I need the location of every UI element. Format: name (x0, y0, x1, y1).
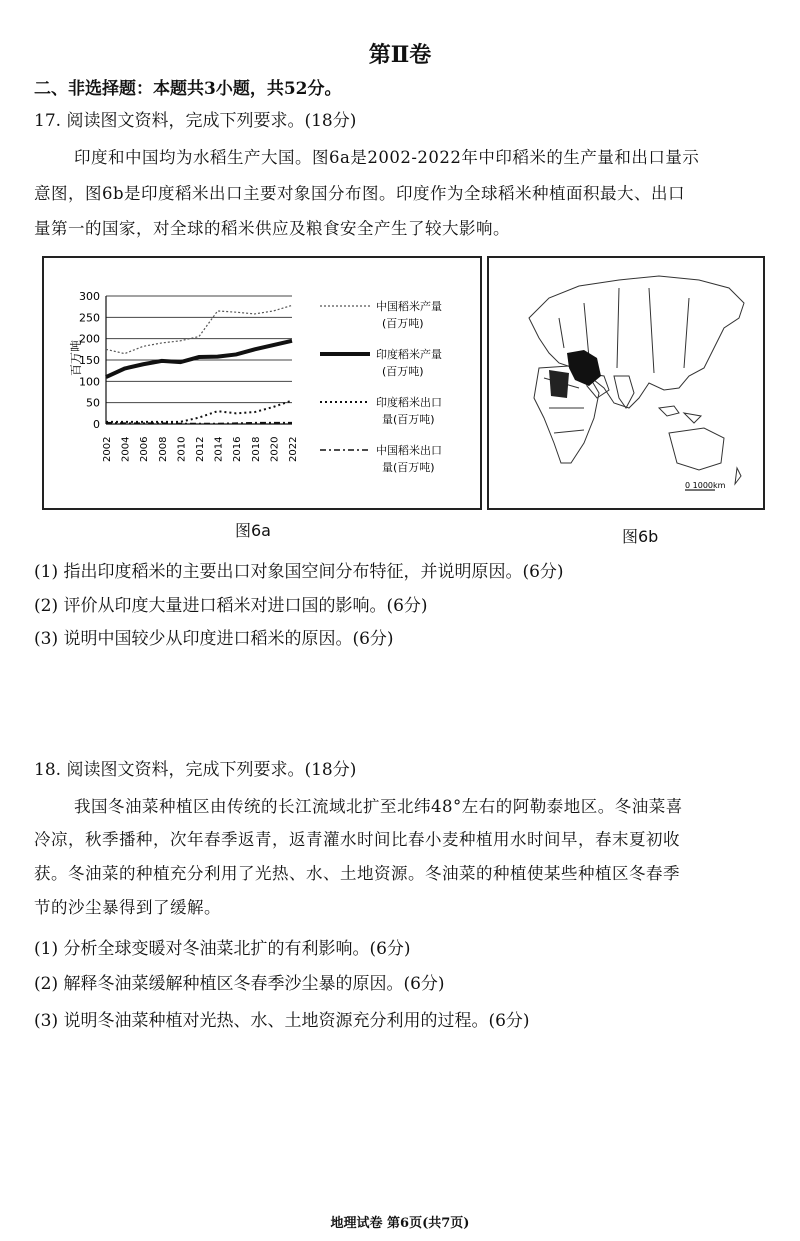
figure-6a-caption: 图6a (235, 521, 271, 540)
x-tick-label: 2008 (157, 436, 169, 462)
new-zealand-landmass (735, 468, 741, 484)
q18-intro-line-2: 冷凉，秋季播种，次年春季返青，返青灌水时间比春小麦种植用水时间早，春末夏初收 (34, 830, 680, 849)
se-asia-islands (659, 406, 701, 423)
x-tick-label: 2006 (139, 436, 151, 462)
x-tick-label: 2020 (269, 436, 281, 462)
y-tick-label: 200 (79, 332, 100, 346)
q18-intro-line-3: 获。冬油菜的种植充分利用了光热、水、土地资源。冬油菜的种植使某些种植区冬春季 (34, 864, 680, 883)
y-tick-label: 300 (79, 290, 100, 303)
y-tick-label: 100 (79, 375, 100, 389)
q18-stem: 18. 阅读图文资料，完成下列要求。(18分) (34, 760, 357, 780)
x-tick-label: 2014 (213, 436, 225, 462)
section-title: 第Ⅱ卷 (368, 42, 432, 68)
q17-intro-line-2: 意图，图6b是印度稻米出口主要对象国分布图。印度作为全球稻米种植面积最大、出口 (34, 184, 686, 203)
q17-intro-line-1: 印度和中国均为水稻生产大国。图6a是2002-2022年中印稻米的生产量和出口量示 (74, 148, 700, 167)
legend-unit-3: 量(百万吨) (382, 461, 435, 474)
figure-6b-map (489, 258, 763, 508)
figure-6b-caption: 图6b (622, 527, 659, 546)
q17-question-1: (1) 指出印度稻米的主要出口对象国空间分布特征，并说明原因。(6分) (34, 562, 564, 582)
y-tick-label: 50 (86, 396, 100, 410)
export-target-region-2 (549, 370, 569, 398)
series-line-2 (106, 401, 292, 422)
q17-question-3: (3) 说明中国较少从印度进口稻米的原因。(6分) (34, 629, 394, 649)
legend-unit-1: (百万吨) (382, 365, 424, 378)
q18-question-3: (3) 说明冬油菜种植对光热、水、土地资源充分利用的过程。(6分) (34, 1011, 530, 1031)
india-landmass (614, 376, 634, 408)
x-tick-label: 2004 (120, 436, 132, 462)
y-axis-label: 百万吨 (69, 339, 83, 377)
x-tick-label: 2018 (250, 436, 262, 462)
part-heading: 二、非选择题：本题共3小题，共52分。 (34, 79, 342, 99)
figure-6a-chart (44, 258, 480, 508)
scale-label: 0 1000km (685, 481, 726, 490)
q18-question-1: (1) 分析全球变暖对冬油菜北扩的有利影响。(6分) (34, 939, 411, 959)
figure-6b-frame (487, 256, 765, 510)
x-tick-label: 2002 (102, 436, 113, 462)
legend-label-0: 中国稻米产量 (376, 300, 442, 313)
export-target-region (567, 350, 601, 386)
australia-landmass (669, 428, 724, 470)
legend-label-1: 印度稻米产量 (376, 348, 442, 361)
y-tick-label: 0 (93, 418, 100, 431)
q18-intro-line-1: 我国冬油菜种植区由传统的长江流域北扩至北纬48°左右的阿勒泰地区。冬油菜喜 (74, 797, 683, 816)
legend-label-3: 中国稻米出口 (376, 444, 442, 457)
country-borders (544, 288, 689, 433)
q17-stem: 17. 阅读图文资料，完成下列要求。(18分) (34, 111, 357, 131)
y-tick-label: 150 (79, 354, 100, 367)
series-line-1 (106, 341, 292, 377)
q18-intro-line-4: 节的沙尘暴得到了缓解。 (34, 898, 221, 917)
x-tick-label: 2010 (176, 436, 188, 462)
q18-question-2: (2) 解释冬油菜缓解种植区冬春季沙尘暴的原因。(6分) (34, 974, 445, 994)
x-tick-label: 2016 (232, 436, 244, 462)
x-tick-label: 2022 (288, 436, 299, 462)
q17-intro-line-3: 量第一的国家，对全球的稻米供应及粮食安全产生了较大影响。 (34, 219, 510, 238)
y-tick-label: 250 (79, 311, 100, 325)
figure-6a-frame (42, 256, 482, 510)
legend-label-2: 印度稻米出口 (376, 396, 442, 409)
x-tick-label: 2012 (195, 436, 206, 462)
page-footer: 地理试卷 第6页(共7页) (330, 1216, 470, 1231)
legend-unit-2: 量(百万吨) (382, 413, 435, 426)
legend-unit-0: (百万吨) (382, 317, 424, 330)
q17-question-2: (2) 评价从印度大量进口稻米对进口国的影响。(6分) (34, 596, 428, 616)
